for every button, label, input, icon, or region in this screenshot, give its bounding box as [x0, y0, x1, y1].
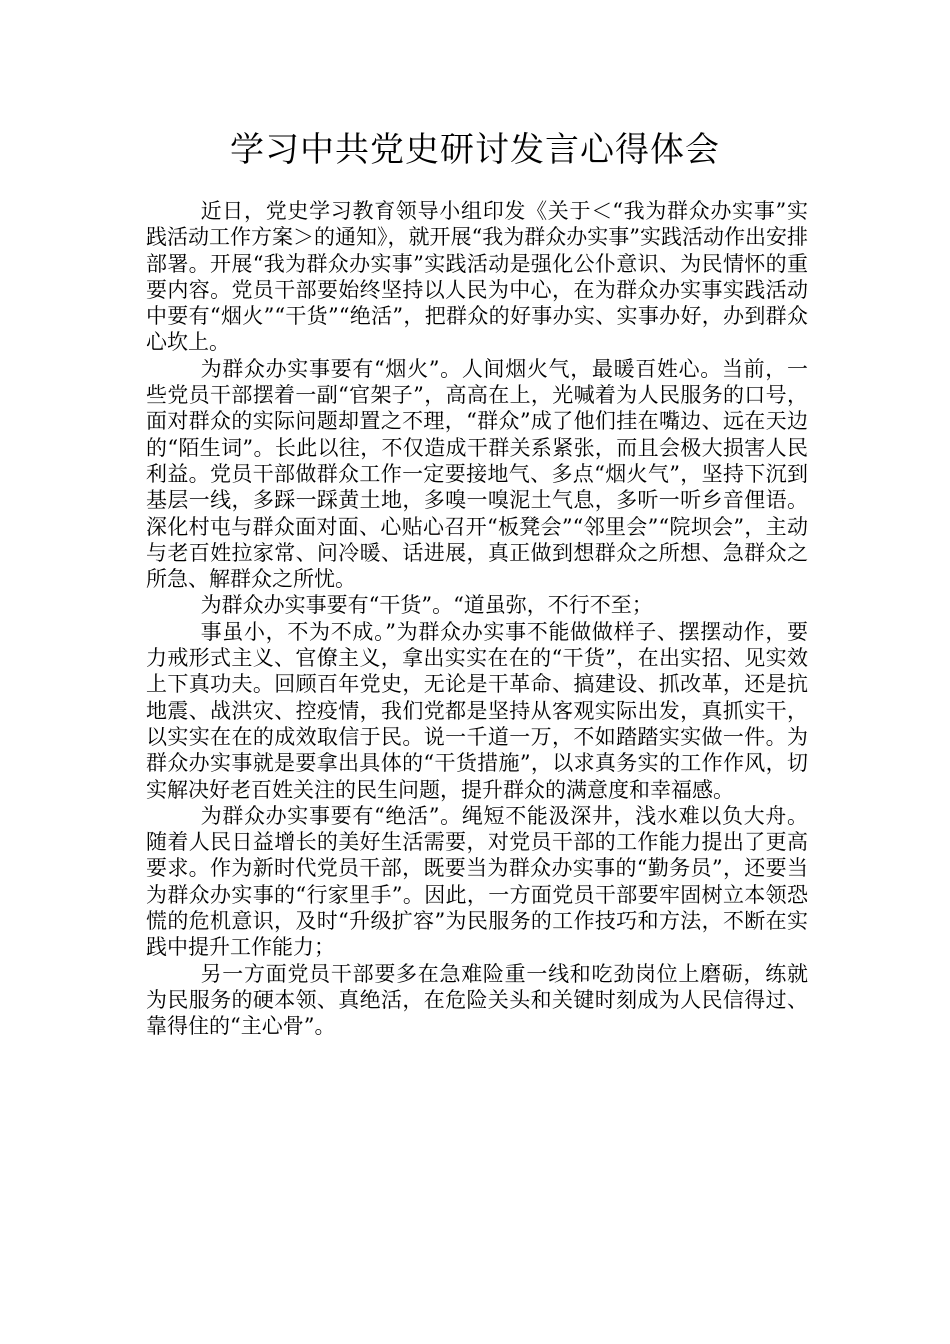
document-body — [146, 198, 808, 1040]
paragraph: 近日，党史学习教育领导小组印发《关于＜“我为群众办实事”实践活动工作方案＞的通知》，就开展“我为群众办实事”实践活动作出安排部署。开展“我为群众办实事”实践活动是强化公仆意识、为民情怀的重要内容。党员干部要始终坚持以人民为中心，在为群众办实事实践活动中要有“烟火”“干货”“绝活”，把群众的好事办实、实事办好，办到群众心坎上。 — [146, 199, 808, 355]
paragraph: 为群众办实事要有“干货”。“道虽弥，不行不至； — [200, 593, 653, 618]
paragraph: 为群众办实事要有“绝活”。绳短不能汲深井，浅水难以负大舟。随着人民日益增长的美好生活需要，对党员干部的工作能力提出了更高要求。作为新时代党员干部，既要当为群众办实事的“勤务员”，还要当为群众办实事的“行家里手”。因此，一方面党员干部要牢固树立本领恐慌的危机意识，及时“升级扩容”为民服务的工作技巧和方法，不断在实践中提升工作能力； — [146, 803, 808, 960]
paragraph: 事虽小，不为不成。”为群众办实事不能做做样子、摆摆动作，要力戒形式主义、官僚主义，拿出实实在在的“干货”，在出实招、见实效上下真功夫。回顾百年党史，无论是干革命、搞建设、抓改革，还是抗地震、战洪灾、控疫情，我们党都是坚持从客观实际出发，真抓实干，以实实在在的成效取信于民。说一千道一万，不如踏踏实实做一件。为群众办实事就是要拿出具体的“干货措施”，以求真务实的工作作风，切实解决好老百姓关注的民生问题，提升群众的满意度和幸福感。 — [146, 619, 808, 802]
paragraph: 为群众办实事要有“烟火”。人间烟火气，最暖百姓心。当前，一些党员干部摆着一副“官架子”，高高在上，光喊着为人民服务的口号，面对群众的实际问题却置之不理，“群众”成了他们挂在嘴边、远在天边的“陌生词”。长此以往，不仅造成干群关系紧张，而且会极大损害人民利益。党员干部做群众工作一定要接地气、多点“烟火气”，坚持下沉到基层一线，多踩一踩黄土地，多嗅一嗅泥土气息，多听一听乡音俚语。深化村屯与群众面对面、心贴心召开“板凳会”“邻里会”“院坝会”，主动与老百姓拉家常、问冷暖、话进展，真正做到想群众之所想、急群众之所急、解群众之所忧。 — [146, 356, 808, 592]
paragraph: 另一方面党员干部要多在急难险重一线和吃劲岗位上磨砺，练就为民服务的硬本领、真绝活，在危险关头和关键时刻成为人民信得过、靠得住的“主心骨”。 — [146, 961, 808, 1039]
document-title: 学习中共党史研讨发言心得体会 — [230, 130, 720, 170]
